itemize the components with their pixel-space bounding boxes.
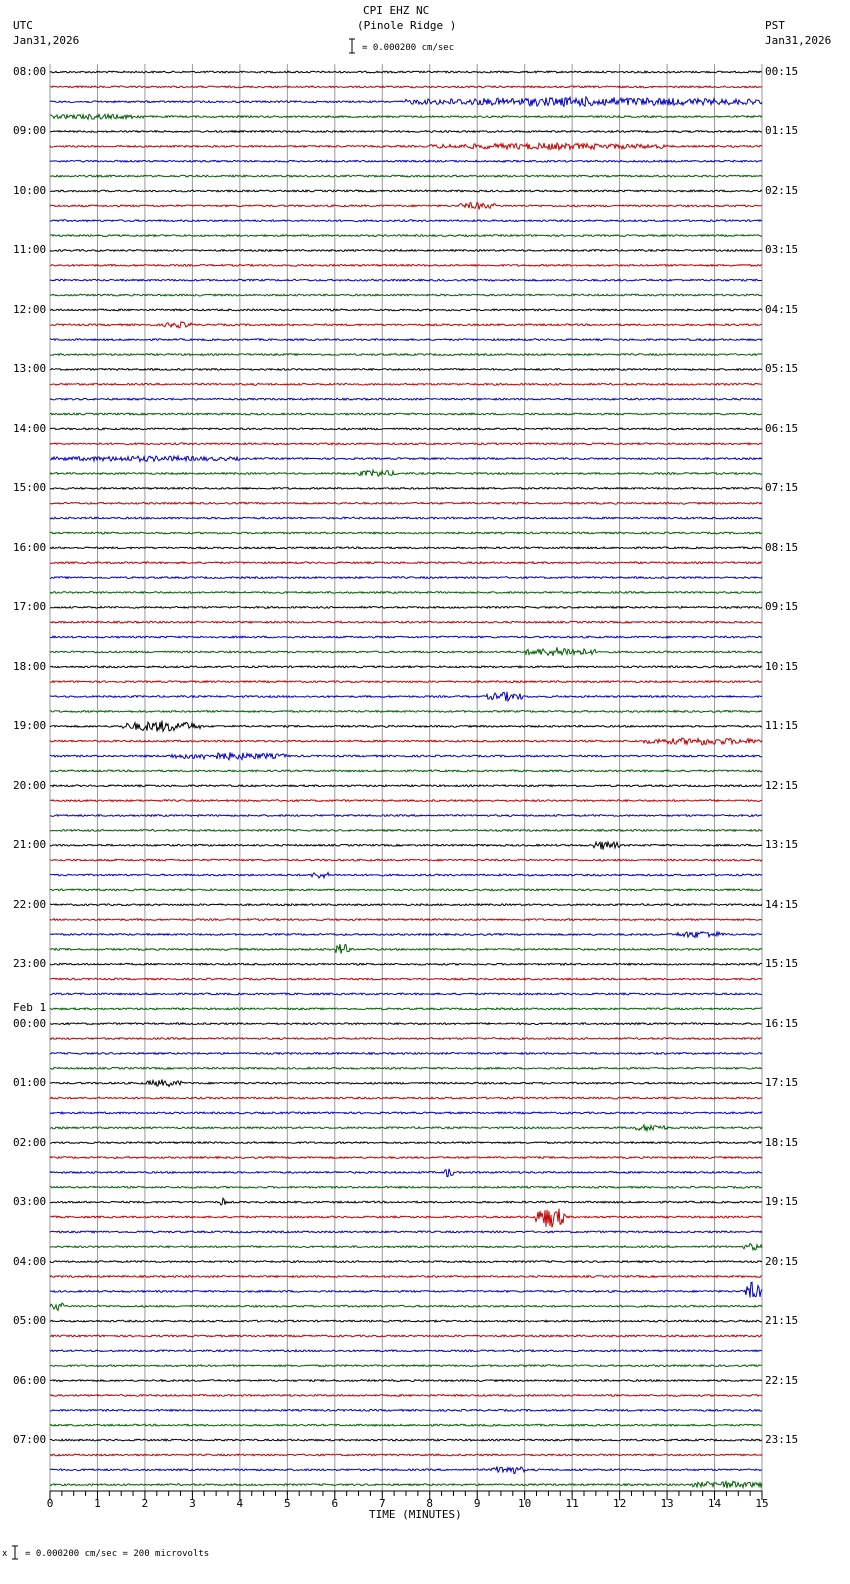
trace-81: [50, 1276, 762, 1278]
trace-67: [50, 1067, 762, 1069]
date-change-label: Feb 1: [13, 1001, 47, 1014]
utc-hour-label: 13:00: [13, 362, 47, 376]
trace-48: [50, 785, 762, 787]
trace-5: [50, 143, 762, 150]
utc-hour-label: 19:00: [13, 719, 47, 733]
utc-hour-label: 18:00: [13, 659, 47, 673]
utc-hour-label: 04:00: [13, 1254, 47, 1268]
utc-hour-label: 15:00: [13, 481, 47, 495]
pst-hour-label: 04:15: [765, 302, 799, 316]
x-tick-label: 5: [284, 1497, 291, 1510]
trace-57: [50, 919, 762, 921]
trace-15: [50, 294, 762, 296]
pst-hour-label: 16:15: [765, 1016, 799, 1030]
trace-9: [50, 203, 762, 210]
trace-63: [50, 1008, 762, 1010]
trace-10: [50, 220, 762, 222]
trace-6: [50, 160, 762, 162]
pst-hour-label: 00:15: [765, 65, 799, 78]
trace-44: [50, 721, 762, 732]
trace-24: [50, 428, 762, 430]
trace-75: [50, 1186, 762, 1188]
trace-31: [50, 532, 762, 534]
trace-25: [50, 443, 762, 445]
trace-38: [50, 636, 762, 638]
x-tick-label: 12: [612, 1497, 627, 1510]
trace-82: [50, 1282, 762, 1297]
trace-89: [50, 1395, 762, 1397]
x-tick-label: 10: [518, 1497, 532, 1510]
top-scale-label: = 0.000200 cm/sec: [362, 43, 455, 53]
pst-hour-label: 10:15: [765, 659, 799, 673]
utc-hour-label: 12:00: [13, 302, 47, 316]
trace-68: [50, 1080, 762, 1087]
x-tick-label: 9: [473, 1497, 481, 1510]
trace-71: [50, 1125, 762, 1131]
x-tick-label: 0: [46, 1497, 54, 1510]
right-date: Jan31,2026: [765, 34, 832, 47]
pst-hour-label: 20:15: [765, 1254, 799, 1268]
left-time-zone: UTC: [13, 19, 33, 32]
utc-hour-label: 10:00: [13, 183, 47, 197]
trace-32: [50, 547, 762, 549]
utc-hour-label: 02:00: [13, 1135, 47, 1149]
x-tick-label: 13: [660, 1497, 674, 1510]
trace-33: [50, 562, 762, 564]
trace-58: [50, 932, 762, 938]
x-tick-label: 7: [378, 1497, 386, 1510]
x-tick-label: 3: [189, 1497, 196, 1510]
station-title: CPI EHZ NC: [363, 4, 430, 17]
utc-hour-label: 11:00: [13, 243, 47, 257]
trace-17: [50, 322, 762, 328]
trace-40: [50, 666, 762, 668]
trace-60: [50, 963, 762, 965]
utc-hour-label: 14:00: [13, 421, 47, 435]
minute-gridlines: [50, 64, 762, 1495]
trace-95: [50, 1481, 762, 1488]
seismic-traces: [50, 71, 762, 1488]
trace-49: [50, 800, 762, 802]
trace-16: [50, 309, 762, 311]
trace-86: [50, 1350, 762, 1352]
trace-8: [50, 190, 762, 192]
trace-7: [50, 175, 762, 177]
trace-61: [50, 978, 762, 980]
footer-scale-label: = 0.000200 cm/sec = 200 microvolts: [25, 1549, 210, 1559]
x-tick-label: 2: [141, 1497, 149, 1510]
utc-hour-label: 21:00: [13, 838, 47, 852]
trace-12: [50, 250, 762, 252]
utc-hour-label: 07:00: [13, 1433, 47, 1447]
pst-hour-label: 09:15: [765, 600, 799, 614]
trace-43: [50, 711, 762, 713]
x-tick-label: 14: [707, 1497, 722, 1510]
x-axis-title: TIME (MINUTES): [369, 1508, 462, 1521]
trace-29: [50, 502, 762, 504]
utc-hour-label: 06:00: [13, 1373, 47, 1387]
pst-hour-label: 14:15: [765, 897, 799, 911]
pst-hour-label: 11:15: [765, 719, 799, 733]
trace-30: [50, 517, 762, 519]
pst-hour-label: 17:15: [765, 1076, 799, 1090]
trace-51: [50, 830, 762, 832]
trace-66: [50, 1053, 762, 1055]
trace-76: [50, 1198, 762, 1205]
pst-hour-label: 06:15: [765, 421, 799, 435]
x-tick-label: 4: [236, 1497, 244, 1510]
trace-85: [50, 1335, 762, 1337]
pst-hour-label: 18:15: [765, 1135, 799, 1149]
trace-20: [50, 369, 762, 371]
trace-54: [50, 873, 762, 878]
pst-hour-label: 01:15: [765, 124, 799, 138]
trace-53: [50, 859, 762, 861]
trace-2: [50, 97, 762, 106]
trace-28: [50, 488, 762, 490]
trace-18: [50, 339, 762, 341]
utc-hour-label: 22:00: [13, 897, 47, 911]
footer-scale-prefix: x: [2, 1549, 8, 1559]
pst-hour-label: 08:15: [765, 540, 799, 554]
trace-65: [50, 1038, 762, 1040]
trace-83: [50, 1303, 762, 1310]
trace-27: [50, 470, 762, 476]
x-tick-label: 11: [565, 1497, 579, 1510]
trace-72: [50, 1142, 762, 1144]
trace-93: [50, 1454, 762, 1456]
utc-hour-label: 00:00: [13, 1016, 47, 1030]
pst-hour-label: 19:15: [765, 1195, 799, 1209]
trace-35: [50, 592, 762, 594]
trace-80: [50, 1261, 762, 1263]
trace-52: [50, 842, 762, 850]
utc-hour-label: 03:00: [13, 1195, 47, 1209]
trace-74: [50, 1169, 762, 1177]
trace-1: [50, 86, 762, 88]
trace-37: [50, 621, 762, 623]
trace-70: [50, 1112, 762, 1114]
pst-hour-label: 07:15: [765, 481, 799, 495]
right-time-zone: PST: [765, 19, 785, 32]
utc-hour-label: 17:00: [13, 600, 47, 614]
trace-36: [50, 606, 762, 608]
trace-90: [50, 1409, 762, 1411]
trace-69: [50, 1097, 762, 1099]
pst-hour-label: 15:15: [765, 957, 799, 971]
trace-92: [50, 1439, 762, 1441]
x-tick-label: 8: [426, 1497, 434, 1510]
trace-91: [50, 1424, 762, 1426]
x-tick-label: 1: [94, 1497, 101, 1510]
utc-hour-label: 09:00: [13, 124, 47, 138]
trace-11: [50, 235, 762, 237]
pst-hour-label: 03:15: [765, 243, 799, 257]
trace-26: [50, 456, 762, 461]
trace-87: [50, 1365, 762, 1367]
pst-hour-label: 13:15: [765, 838, 799, 852]
trace-78: [50, 1231, 762, 1233]
trace-79: [50, 1244, 762, 1250]
trace-73: [50, 1157, 762, 1159]
trace-14: [50, 279, 762, 281]
trace-42: [50, 692, 762, 701]
trace-45: [50, 738, 762, 745]
trace-88: [50, 1380, 762, 1382]
trace-23: [50, 413, 762, 415]
pst-hour-label: 22:15: [765, 1373, 799, 1387]
trace-19: [50, 354, 762, 356]
pst-hour-label: 23:15: [765, 1433, 799, 1447]
trace-77: [50, 1209, 762, 1228]
x-tick-label: 15: [755, 1497, 769, 1510]
utc-hour-label: 20:00: [13, 778, 47, 792]
trace-55: [50, 889, 762, 891]
trace-94: [50, 1467, 762, 1474]
trace-22: [50, 398, 762, 400]
utc-hour-label: 16:00: [13, 540, 47, 554]
trace-39: [50, 647, 762, 656]
scale-bars: [12, 39, 355, 1559]
utc-hour-label: 05:00: [13, 1314, 47, 1328]
trace-84: [50, 1320, 762, 1322]
trace-59: [50, 944, 762, 954]
trace-47: [50, 770, 762, 772]
pst-hour-label: 21:15: [765, 1314, 799, 1328]
trace-34: [50, 577, 762, 579]
pst-hour-label: 12:15: [765, 778, 799, 792]
trace-13: [50, 264, 762, 266]
pst-hour-label: 02:15: [765, 183, 799, 197]
trace-50: [50, 815, 762, 817]
trace-56: [50, 904, 762, 906]
trace-62: [50, 993, 762, 995]
utc-hour-label: 08:00: [13, 65, 47, 78]
trace-64: [50, 1023, 762, 1025]
trace-0: [50, 71, 762, 73]
trace-21: [50, 383, 762, 385]
utc-hour-label: 23:00: [13, 957, 47, 971]
site-name: (Pinole Ridge ): [357, 19, 457, 32]
trace-4: [50, 131, 762, 133]
trace-3: [50, 114, 762, 119]
trace-41: [50, 681, 762, 683]
pst-hour-label: 05:15: [765, 362, 799, 376]
trace-46: [50, 752, 762, 760]
utc-hour-label: 01:00: [13, 1076, 47, 1090]
left-date: Jan31,2026: [13, 34, 80, 47]
x-tick-label: 6: [331, 1497, 339, 1510]
